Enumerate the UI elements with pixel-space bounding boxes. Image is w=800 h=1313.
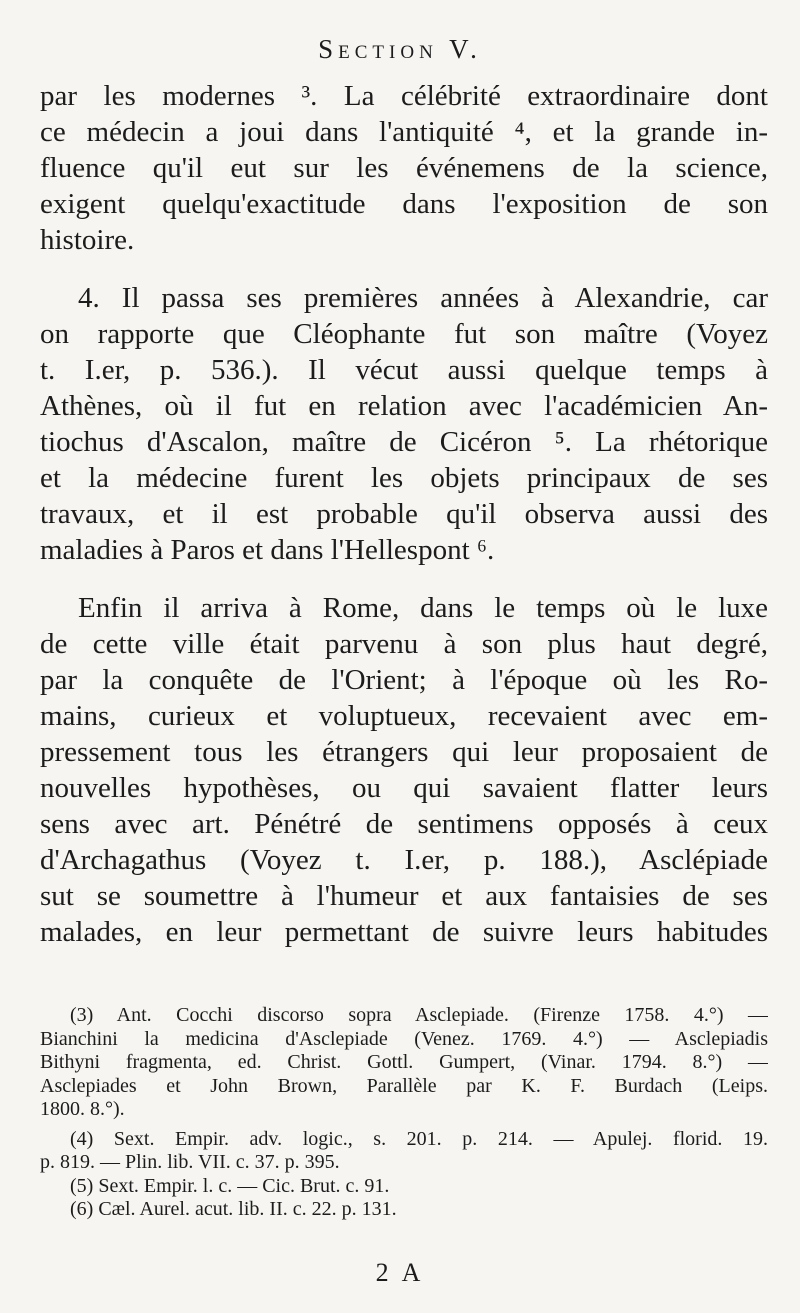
text-line: travaux, et il est probable qu'il observa aussi des	[40, 498, 768, 530]
footnote-line: Asclepiades et John Brown, Parallèle par K. F. Burdach (Leips.	[40, 1074, 768, 1097]
footnote-line: 1800. 8.°).	[40, 1098, 125, 1120]
running-header: Section V.	[318, 34, 482, 64]
text-line: pressement tous les étrangers qui leur proposaient de	[40, 736, 768, 768]
text-line: Athènes, où il fut en relation avec l'académicien An-	[40, 390, 768, 422]
text-line: exigent quelqu'exactitude dans l'exposition de son	[40, 188, 768, 220]
text-line: par la conquête de l'Orient; à l'époque où les Ro-	[40, 664, 768, 696]
text-line: sut se soumettre à l'humeur et aux fantaisies de ses	[40, 880, 768, 912]
text-line: 4. Il passa ses premières années à Alexandrie, car	[78, 282, 768, 314]
footnote	[40, 1175, 768, 1199]
text-line: malades, en leur permettant de suivre leurs habitudes	[40, 916, 768, 948]
footnote	[40, 1128, 768, 1175]
text-line: maladies à Paros et dans l'Hellespont ⁶.	[40, 534, 495, 566]
main-text	[40, 78, 768, 950]
text-line: t. I.er, p. 536.). Il vécut aussi quelque temps à	[40, 354, 768, 386]
footnote-line: (5) Sext. Empir. l. c. — Cic. Brut. c. 91.	[70, 1174, 390, 1197]
footnotes	[40, 1004, 768, 1222]
footnote-line: Bithyni fragmenta, ed. Christ. Gottl. Gumpert, (Vinar. 1794. 8.°) —	[40, 1051, 768, 1073]
text-line: histoire.	[40, 224, 135, 256]
footnote-line: Bianchini la medicina d'Asclepiade (Venez. 1769. 4.°) — Asclepiadis	[40, 1027, 768, 1050]
text-line: et la médecine furent les objets principaux de ses	[40, 462, 768, 494]
footnote-line: (3) Ant. Cocchi discorso sopra Asclepiade. (Firenze 1758. 4.°) —	[70, 1004, 768, 1026]
paragraph	[40, 590, 768, 950]
printer-signature: 2 A	[375, 1258, 425, 1287]
text-line: Enfin il arriva à Rome, dans le temps où le luxe	[78, 592, 768, 624]
footnote	[40, 1198, 768, 1222]
text-line: par les modernes ³. La célébrité extraordinaire dont	[40, 80, 768, 112]
footnote-line: (6) Cæl. Aurel. acut. lib. II. c. 22. p. 131.	[70, 1198, 397, 1220]
text-line: sens avec art. Pénétré de sentimens opposés à ceux	[40, 808, 768, 840]
text-line: nouvelles hypothèses, ou qui savaient flatter leurs	[40, 772, 768, 804]
text-line: de cette ville était parvenu à son plus haut degré,	[40, 628, 768, 660]
paragraph	[40, 78, 768, 258]
text-line: on rapporte que Cléophante fut son maître (Voyez	[40, 318, 768, 350]
text-line: fluence qu'il eut sur les événemens de la science,	[40, 152, 768, 184]
footnote-line: p. 819. — Plin. lib. VII. c. 37. p. 395.	[40, 1151, 340, 1173]
footnote-line: (4) Sext. Empir. adv. logic., s. 201. p. 214. — Apulej. florid. 19.	[70, 1127, 768, 1150]
text-line: mains, curieux et voluptueux, recevaient avec em-	[40, 700, 768, 732]
text-line: tiochus d'Ascalon, maître de Cicéron ⁵. La rhétorique	[40, 426, 768, 458]
footnote	[40, 1004, 768, 1122]
paragraph	[40, 280, 768, 568]
text-line: d'Archagathus (Voyez t. I.er, p. 188.), Asclépiade	[40, 844, 768, 876]
text-line: ce médecin a joui dans l'antiquité ⁴, et la grande in-	[40, 116, 768, 148]
